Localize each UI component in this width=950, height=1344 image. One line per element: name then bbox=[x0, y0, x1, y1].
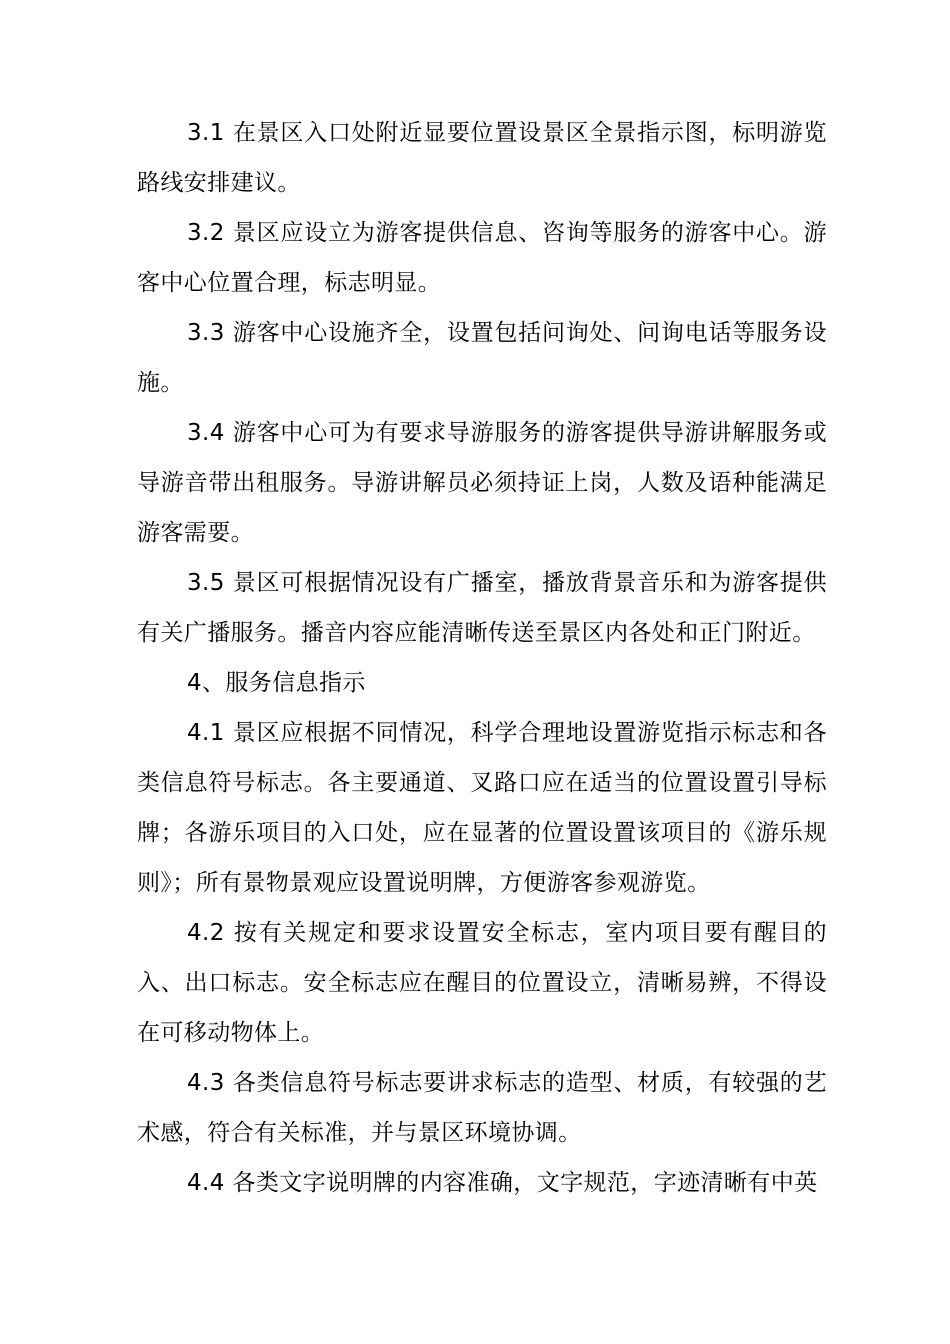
paragraph-3-1: 3.1 在景区入口处附近显要位置设景区全景指示图，标明游览路线安排建议。 bbox=[137, 120, 827, 196]
paragraph-3-4: 3.4 游客中心可为有要求导游服务的游客提供导游讲解服务或导游音带出租服务。导游讲解员必须持证上岗，人数及语种能满足游客需要。 bbox=[137, 420, 827, 546]
paragraph-3-3: 3.3 游客中心设施齐全，设置包括问询处、问询电话等服务设施。 bbox=[137, 320, 827, 396]
section-heading-4: 4、服务信息指示 bbox=[187, 670, 366, 696]
paragraph-4-2: 4.2 按有关规定和要求设置安全标志，室内项目要有醒目的入、出口标志。安全标志应在醒目的位置设立，清晰易辨，不得设在可移动物体上。 bbox=[137, 920, 827, 1046]
paragraph-4-1: 4.1 景区应根据不同情况，科学合理地设置游览指示标志和各类信息符号标志。各主要通道、叉路口应在适当的位置设置引导标牌；各游乐项目的入口处，应在显著的位置设置该项目的《游乐规则》；所有景物景观应设置说明牌，方便游客参观游览。 bbox=[137, 720, 827, 896]
paragraph-4-4: 4.4 各类文字说明牌的内容准确，文字规范，字迹清晰有中英 bbox=[187, 1170, 818, 1196]
paragraph-3-5: 3.5 景区可根据情况设有广播室，播放背景音乐和为游客提供有关广播服务。播音内容应能清晰传送至景区内各处和正门附近。 bbox=[137, 570, 827, 646]
paragraph-3-2: 3.2 景区应设立为游客提供信息、咨询等服务的游客中心。游客中心位置合理，标志明显。 bbox=[137, 220, 827, 296]
document-body bbox=[137, 108, 827, 1208]
paragraph-4-3: 4.3 各类信息符号标志要讲求标志的造型、材质，有较强的艺术感，符合有关标准，并与景区环境协调。 bbox=[137, 1070, 827, 1146]
